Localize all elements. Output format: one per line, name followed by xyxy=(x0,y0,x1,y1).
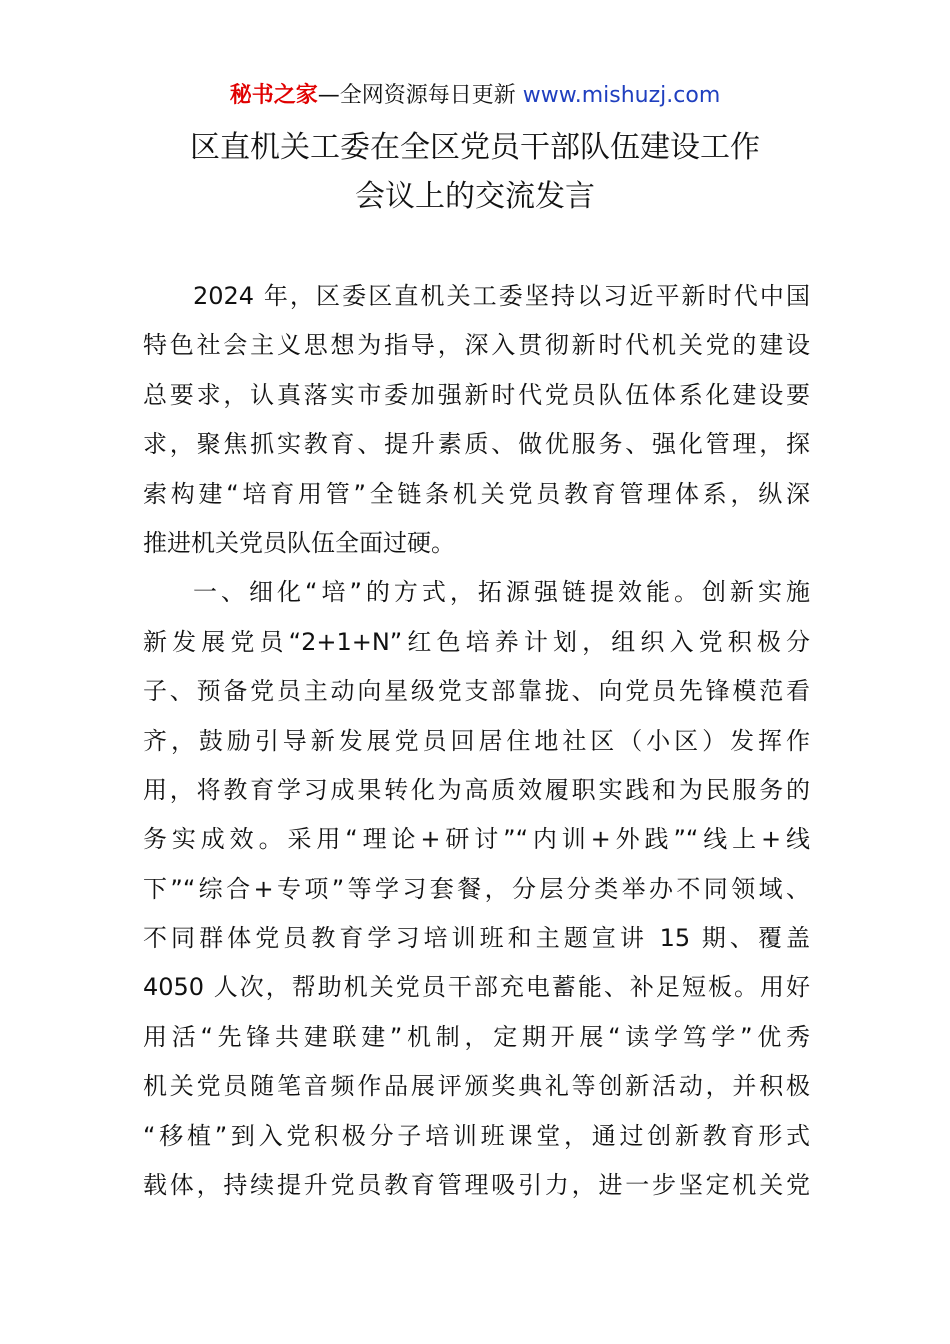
body-line: 4050 人次，帮助机关党员干部充电蓄能、补足短板。用好 xyxy=(143,973,810,1002)
site-brand: 秘书之家 xyxy=(229,83,318,108)
body-line: 一、细化“培”的方式，拓源强链提效能。创新实施 xyxy=(193,578,810,607)
body-line: 齐，鼓励引导新发展党员回居住地社区（小区）发挥作 xyxy=(143,726,810,755)
body-line: 子、预备党员主动向星级党支部靠拢、向党员先锋模范看 xyxy=(143,677,810,706)
body-line: “移植”到入党积极分子培训班课堂，通过创新教育形式 xyxy=(143,1121,810,1150)
site-url-link[interactable]: www.mishuzj.com xyxy=(522,83,721,108)
body-line: 载体，持续提升党员教育管理吸引力，进一步坚定机关党 xyxy=(143,1171,810,1200)
body-line: 求，聚焦抓实教育、提升素质、做优服务、强化管理，探 xyxy=(143,430,810,459)
body-line: 2024 年，区委区直机关工委坚持以习近平新时代中国 xyxy=(193,282,810,310)
document-title-line-1: 区直机关工委在全区党员干部队伍建设工作 xyxy=(190,130,760,165)
body-line: 务实成效。采用“理论+研讨”“内训+外践”“线上+线 xyxy=(143,825,810,854)
body-line: 特色社会主义思想为指导，深入贯彻新时代机关党的建设 xyxy=(143,331,810,360)
body-line: 用，将教育学习成果转化为高质效履职实践和为民服务的 xyxy=(143,775,810,804)
body-line: 用活“先锋共建联建”机制，定期开展“读学笃学”优秀 xyxy=(143,1022,810,1051)
body-line: 新发展党员“2+1+N”红色培养计划，组织入党积极分 xyxy=(143,627,810,656)
document-body xyxy=(143,272,810,1210)
body-line: 机关党员随笔音频作品展评颁奖典礼等创新活动，并积极 xyxy=(143,1072,810,1101)
body-line: 总要求，认真落实市委加强新时代党员队伍体系化建设要 xyxy=(143,380,810,409)
site-banner xyxy=(0,80,950,112)
body-line: 索构建“培育用管”全链条机关党员教育管理体系，纵深 xyxy=(143,479,810,508)
body-line: 下”“综合+专项”等学习套餐，分层分类举办不同领域、 xyxy=(143,874,810,903)
body-line: 不同群体党员教育学习培训班和主题宣讲 15 期、覆盖 xyxy=(143,924,810,953)
document-title-line-2: 会议上的交流发言 xyxy=(355,179,595,214)
site-tagline: —全网资源每日更新 xyxy=(317,83,523,108)
body-line: 推进机关党员队伍全面过硬。 xyxy=(143,528,455,557)
